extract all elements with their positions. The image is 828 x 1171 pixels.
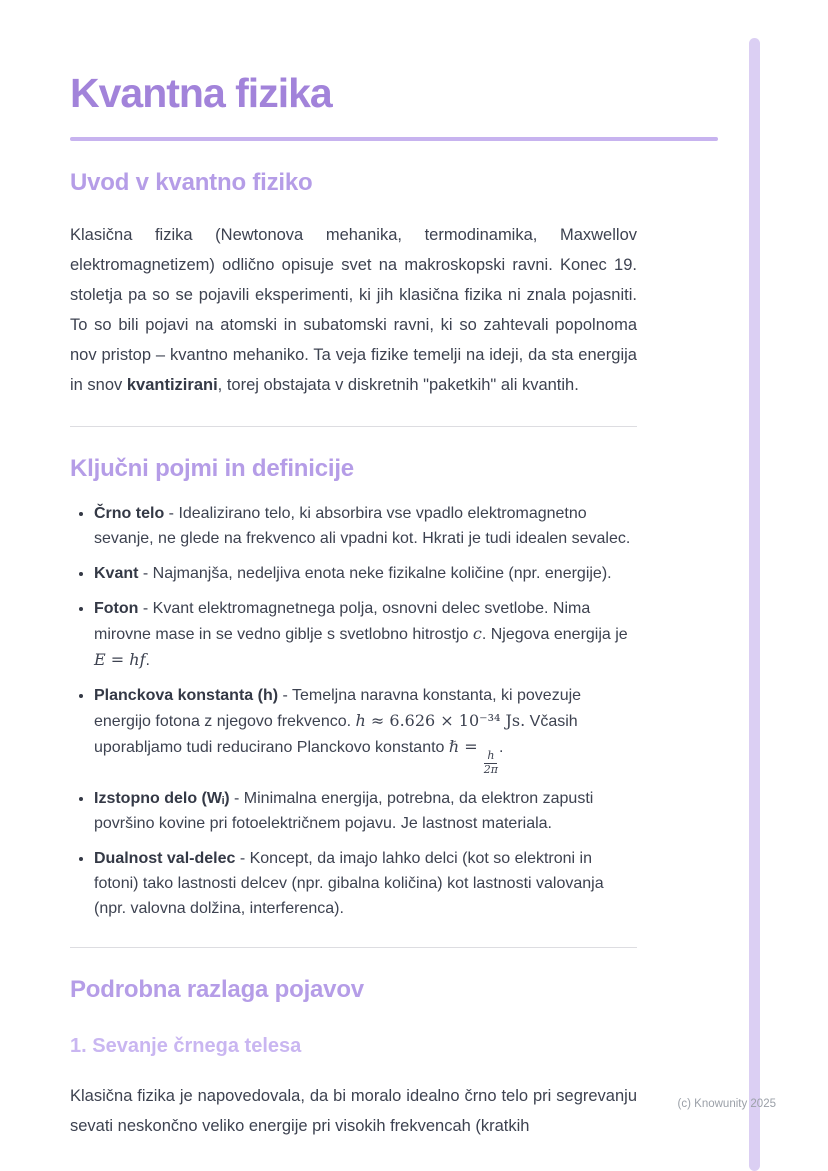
copyright-footer: (c) Knowunity 2025 <box>677 1098 776 1110</box>
key-term-description: - Kvant elektromagnetnega polja, osnovni delec svetlobe. Nima mirovne mase in se vedno giblje s svetlobno hitrostjo <box>94 600 591 643</box>
section-heading-key-terms: Ključni pojmi in definicije <box>70 455 354 482</box>
section-heading-intro: Uvod v kvantno fiziko <box>70 169 313 196</box>
math-var-hbar: ℏ = <box>448 737 483 756</box>
page-title: Kvantna fizika <box>70 70 332 116</box>
section-heading-detail: Podrobna razlaga pojavov <box>70 976 364 1004</box>
key-term-label: Planckova konstanta (h) <box>94 687 279 704</box>
key-term-label: Dualnost val-delec <box>94 850 236 868</box>
key-term-label: Foton <box>94 600 139 617</box>
key-term-item-izstopno-delo <box>94 786 637 836</box>
intro-bold-term: kvantizirani <box>126 376 218 394</box>
math-value-planck: ≈ 6.626 × 10⁻³⁴ Js. <box>365 711 526 730</box>
key-term-description: - Koncept, da imajo lahko delci (kot so elektroni in fotoni) tako lastnosti delcev (npr. gibalna količina) kot lastnosti valovanja (npr. valovna dolžina, interferenca). <box>94 850 604 918</box>
fraction-denominator: 2π <box>483 762 499 776</box>
key-term-description: . <box>499 739 504 756</box>
key-term-description: - Temeljna naravna konstanta, ki povezuje energijo fotona z njegovo frekvenco. <box>94 687 582 730</box>
section-intro <box>70 168 637 400</box>
key-term-description: . Njegova energija je <box>481 626 628 643</box>
right-accent-bar <box>749 38 760 1171</box>
section-divider <box>70 426 637 427</box>
key-term-description: - Najmanjša, nedeljiva enota neke fizikalne količine (npr. energije). <box>138 565 612 582</box>
intro-text-part2: , torej obstajata v diskretnih "paketkih" ali kvantih. <box>217 376 579 394</box>
math-var-c: c <box>472 624 482 643</box>
document-content <box>70 70 637 1141</box>
key-term-label: Izstopno delo (Wᵢ) <box>94 790 230 808</box>
key-term-item-dualnost <box>94 846 637 921</box>
fraction-h-over-2pi <box>483 750 499 776</box>
math-expression-ehf: E = hf <box>94 650 146 669</box>
key-term-description: - Minimalna energija, potrebna, da elektron zapusti površino kovine pri fotoelektričnem pojavu. Je lastnost materiala. <box>94 790 594 833</box>
math-var-h: h <box>355 711 366 730</box>
subsection-heading-black-body: 1. Sevanje črnega telesa <box>70 1035 302 1058</box>
intro-paragraph <box>70 220 637 400</box>
key-term-description: Včasih uporabljamo tudi reducirano Planckovo konstanto <box>94 713 578 756</box>
key-term-description: . <box>145 652 150 669</box>
key-term-item-crno-telo <box>94 501 637 551</box>
fraction-numerator: h <box>484 750 497 764</box>
key-term-item-foton <box>94 596 637 673</box>
title-underline <box>70 137 718 141</box>
black-body-paragraph: Klasična fizika je napovedovala, da bi moralo idealno črno telo pri segrevanju sevati neskončno veliko energije pri visokih frekvencah (kratkih <box>70 1087 637 1136</box>
section-key-terms <box>70 454 637 921</box>
key-terms-list <box>70 501 637 921</box>
section-detailed-explanation <box>70 975 637 1141</box>
key-term-description: - Idealizirano telo, ki absorbira vse vpadlo elektromagnetno sevanje, ne glede na frekvenco ali vpadni kot. Hkrati je tudi idealen sevalec. <box>94 505 631 547</box>
section-divider <box>70 947 637 948</box>
key-term-item-planckova-konstanta <box>94 683 637 776</box>
key-term-label: Črno telo <box>94 505 165 522</box>
key-term-item-kvant <box>94 561 637 586</box>
intro-text-part1: Klasična fizika (Newtonova mehanika, termodinamika, Maxwellov elektromagnetizem) odlično opisuje svet na makroskopski ravni. Konec 19. stoletja pa so se pojavili eksperimenti, ki jih klasična fizika ni znala pojasniti. To so bili pojavi na atomski in subatomski ravni, ki so zahtevali popolnoma nov pristop – kvantno mehaniko. Ta veja fizike temelji na ideji, da sta energija in snov <box>70 226 637 394</box>
key-term-label: Kvant <box>94 565 139 582</box>
